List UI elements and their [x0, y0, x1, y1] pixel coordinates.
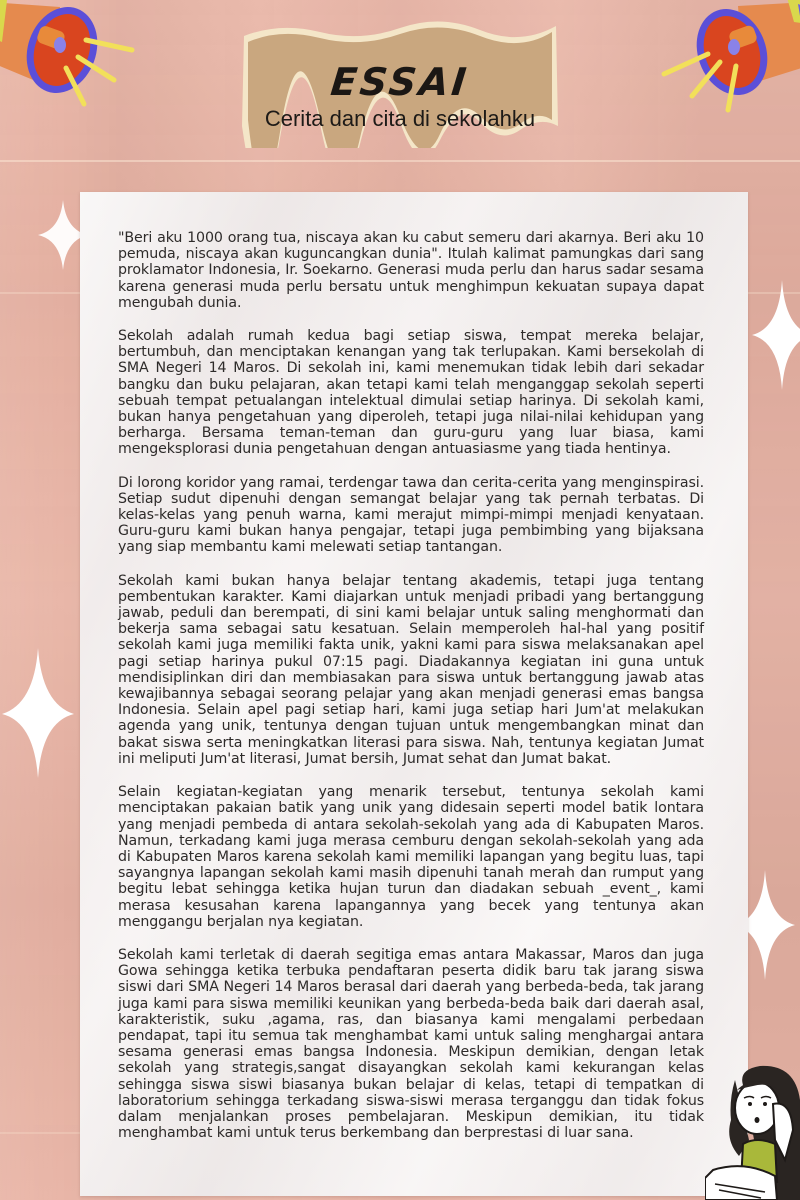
- sparkle-icon: [2, 648, 74, 783]
- paper-fold-line: [0, 160, 800, 162]
- essay-paragraph: "Beri aku 1000 orang tua, niscaya akan ku cabut semeru dari akarnya. Beri aku 10 pemuda, niscaya akan kuguncangkan dunia". Itulah kalimat pamungkas dari sang proklamator Indonesia, Ir. Soekarno. Generasi muda perlu dan harus sadar sesama karena generasi muda perlu bersatu untuk menghimpun kekuatan supaya dapat mengubah dunia.: [118, 230, 704, 311]
- essay-body: [118, 230, 704, 1158]
- essay-paragraph: Di lorong koridor yang ramai, terdengar tawa dan cerita-cerita yang menginspirasi. Setiap sudut dipenuhi dengan semangat belajar yang tak pernah terbatas. Di kelas-kelas yang penuh warna, kami merajut mimpi-mimpi menjadi kenyataan. Guru-guru kami bukan hanya pengajar, tetapi juga pembimbing yang bijaksana yang siap membantu kami melewati setiap tantangan.: [118, 474, 704, 556]
- sparkle-icon: [752, 280, 800, 395]
- page-subtitle: Cerita dan cita di sekolahku: [264, 106, 536, 131]
- essay-paragraph: Sekolah kami bukan hanya belajar tentang akademis, tetapi juga tentang pembentukan karakter. Kami diajarkan untuk menjadi pribadi yang bertanggung jawab, peduli dan berempati, di sini kami belajar untuk saling menghormati dan bekerja sama sebagai satu kesatuan. Selain memperoleh hal-hal yang positif sekolah kami juga memiliki fakta unik, yakni kami para siswa melaksanakan apel pagi setiap harinya pukul 07:15 pagi. Diadakannya kegiatan ini guna untuk mendisiplinkan diri dan membiasakan para siswa untuk bertanggung jawab atas kewajibannya sebagai seorang pelajar yang akan menjadi generasi emas bangsa Indonesia. Selain apel pagi setiap hari, kami juga setiap hari Jum'at melakukan agenda yang unik, tentunya dengan tujuan untuk mengembangkan minat dan bakat siswa serta meningkatkan literasi para siswa. Nah, tentunya kegiatan Jumat ini meliputi Jum'at literasi, Jumat bersih, Jumat sehat dan Jumat bakat.: [118, 572, 704, 767]
- essay-paragraph: Selain kegiatan-kegiatan yang menarik tersebut, tentunya sekolah kami menciptakan pakaian batik yang unik yang didesain seperti model batik lontara yang menjadi pembeda di antara sekolah-sekolah yang ada di Kabupaten Maros. Namun, terkadang kami juga merasa cemburu dengan sekolah-sekolah yang ada di Kabupaten Maros karena sekolah kami memiliki lapangan yang begitu luas, tapi sayangnya lapangan sekolah kami masih dipenuhi tanah merah dan rumput yang begitu lebat sehingga ketika hujan turun dan diadakan sebuah _event_, kami merasa kesusahan karena lapangannya yang becek yang tentunya akan menggangu berjalan nya kegiatan.: [118, 784, 704, 930]
- essay-paragraph: Sekolah adalah rumah kedua bagi setiap siswa, tempat mereka belajar, bertumbuh, dan menciptakan kenangan yang tak terlupakan. Kami bersekolah di SMA Negeri 14 Maros. Di sekolah ini, kami menemukan tidak lebih dari sekadar bangku dan buku pelajaran, akan tetapi kami telah menganggap sekolah seperti sebuah tempat petualangan intelektual dimulai setiap harinya. Di sekolah kami, bukan hanya pengetahuan yang diperoleh, tetapi juga nilai-nilai kehidupan yang berharga. Bersama teman-teman dan guru-guru yang luar biasa, kami mengeksplorasi dunia pengetahuan dengan antuasiasme yang tiada hentinya.: [118, 328, 704, 458]
- title-banner: [240, 18, 560, 148]
- essay-paragraph: Sekolah kami terletak di daerah segitiga emas antara Makassar, Maros dan juga Gowa sehingga ketika terbuka pendaftaran peserta didik baru tak jarang siswa siswi dari SMA Negeri 14 Maros berasal dari daerah yang berbeda-beda, tak jarang juga kami para siswa memiliki keunikan yang berbeda-beda baik dari daerah asal, karakteristik, suku ,agama, ras, dan biasanya kami mengalami perbedaan pendapat, tapi itu semua tak menghambat kami untuk saling menghargai antara sesama generasi emas bangsa Indonesia. Meskipun demikian, dengan letak sekolah yang strategis,sangat disayangkan sekolah kami kekurangan kelas sehingga siswa siswi biasanya bukan belajar di kelas, tetapi di tempatkan di laboratorium sehingga terkadang siswa-siswi merasa terganggu dan tidak fokus dalam menjalankan proses pembelajaran. Meskipun demikian, itu tidak menghambat kami untuk terus berkembang dan berprestasi di luar sana.: [118, 946, 704, 1142]
- megaphone-right-icon: [648, 0, 800, 129]
- megaphone-left-icon: [0, 0, 150, 127]
- page-title: ESSAI: [328, 60, 472, 104]
- girl-thinking-illustration: [705, 1060, 800, 1200]
